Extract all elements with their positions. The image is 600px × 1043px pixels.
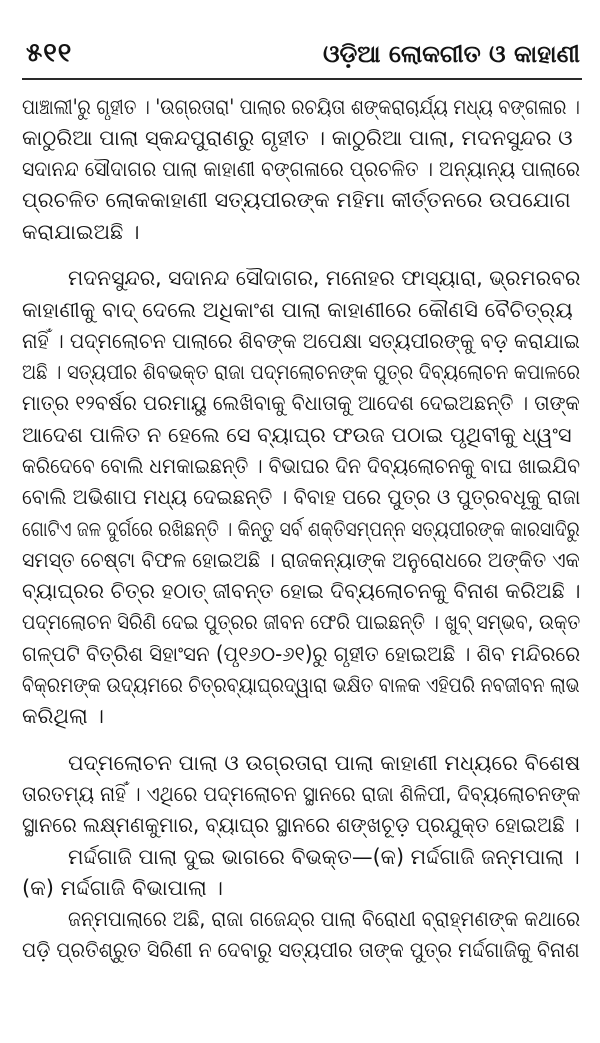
text-line: ପ୍ରଚଳିତ ଲୋକକାହାଣୀ ସତ୍ୟପୀରଙ୍କ ମହିମା କୀର୍ତ୍ତନରେ ଉପଯୋଗ	[22, 188, 571, 212]
text-line: ଆଦେଶ ପାଳିତ ନ ହେଲେ ସେ ବ୍ୟାଘ୍ର ଫଉଜ ପଠାଇ ପୃଥିବୀକୁ ଧ୍ୱଂସ	[22, 423, 572, 447]
text-line: ବିକ୍ରମଙ୍କ ଉଦ୍ୟମରେ ଚିତ୍ରବ୍ୟାଘ୍ରଦ୍ୱାରା ଭକ୍ଷିତ ବାଳକ ଏହିପରି ନବଜୀବନ ଲାଭ	[22, 673, 580, 697]
text-line: ସଦାନନ୍ଦ ସୌଦାଗର ପାଲା କାହାଣୀ ବଙ୍ଗଳାରେ ପ୍ରଚଳିତ । ଅନ୍ୟାନ୍ୟ ପାଲାରେ	[22, 157, 581, 181]
text-line: କାଠୁରିଆ ପାଲା ସ୍କନ୍ଦପୁରାଣରୁ ଗୃହୀତ । କାଠୁରିଆ ପାଲା, ମଦନସୁନ୍ଦର ଓ	[22, 126, 573, 150]
text-line: କରିଥିଲା ।	[22, 704, 104, 728]
paragraph-start-line: ମଦନସୁନ୍ଦର, ସଦାନନ୍ଦ ସୌଦାଗର, ମନୋହର ଫାସ୍ୟାରା, ଭ୍ରମରବର	[68, 266, 581, 290]
text-line: ଗୋଟିଏ ଜଳ ଦୁର୍ଗରେ ରଖିଛନ୍ତି । କିନ୍ତୁ ସର୍ବ ଶକ୍ତିସମ୍ପନ୍ନ ସତ୍ୟପୀରଙ୍କ କାରସାଦିରୁ	[22, 517, 580, 541]
page-header	[0, 0, 600, 88]
paragraph-start-line: ପଦ୍ମଲୋଚନ ପାଲା ଓ ଉଗ୍ରତାରା ପାଲା କାହାଣୀ ମଧ୍ୟରେ ବିଶେଷ	[68, 751, 581, 775]
text-line: ବୋଲି ଅଭିଶାପ ମଧ୍ୟ ଦେଇଛନ୍ତି । ବିବାହ ପରେ ପୁତ୍ର ଓ ପୁତ୍ରବଧୂକୁ ରାଜା	[22, 485, 581, 509]
running-title: ଓଡ଼ିଆ ଲୋକଗୀତ ଓ କାହାଣୀ	[322, 40, 580, 68]
text-line: ପଦ୍ମଲୋଚନ ସିରିଣି ଦେଇ ପୁତ୍ରର ଜୀବନ ଫେରି ପାଇଛନ୍ତି । ଖୁବ୍ ସମ୍ଭବ, ଉକ୍ତ	[22, 610, 581, 634]
text-line: ବ୍ୟାଘ୍ରର ଚିତ୍ର ହଠାତ୍ ଜୀବନ୍ତ ହୋଇ ଦିବ୍ୟଲୋଚନକୁ ବିନାଶ କରିଅଛି ।	[22, 579, 581, 603]
text-line: ପଡ଼ି ପ୍ରତିଶ୍ରୁତ ସିରିଣୀ ନ ଦେବାରୁ ସତ୍ୟପୀର ତାଙ୍କ ପୁତ୍ର ମର୍ଦ୍ଦଗାଜିକୁ ବିନାଶ	[22, 938, 580, 962]
text-line: କରିଦେବେ ବୋଲି ଧମକାଇଛନ୍ତି । ବିଭାଘର ଦିନ ଦିବ୍ୟଲୋଚନକୁ ବାଘ ଖାଇଯିବ	[22, 454, 581, 478]
text-line: କାହାଣୀକୁ ବାଦ୍ ଦେଲେ ଅଧିକାଂଶ ପାଲା କାହାଣୀରେ କୌଣସି ବୈଚିତ୍ର୍ୟ	[22, 298, 573, 322]
text-line: ସମସ୍ତ ଚେଷ୍ଟା ବିଫଳ ହୋଇଅଛି । ରାଜକନ୍ୟାଙ୍କ ଅନୁରୋଧରେ ଅଙ୍କିତ ଏକ	[22, 548, 580, 572]
paragraph-start-line: ଜନ୍ମପାଲାରେ ଅଛି, ରାଜା ଗଜେନ୍ଦ୍ର ପାଲା ବିରୋଧୀ ବ୍ରାହ୍ମଣଙ୍କ କଥାରେ	[68, 907, 581, 931]
page-number: ୫୧୧	[26, 38, 73, 68]
text-line: କରାଯାଇଅଛି ।	[22, 220, 140, 244]
text-line: ଅଛି । ସତ୍ୟପୀର ଶିବଭକ୍ତ ରାଜା ପଦ୍ମଲୋଚନଙ୍କ ପୁତ୍ର ଦିବ୍ୟଲୋଚନ କପାଳରେ	[22, 360, 581, 384]
text-line: ସ୍ଥାନରେ ଲକ୍ଷ୍ମଣକୁମାର, ବ୍ୟାଘ୍ର ସ୍ଥାନରେ ଶଙ୍ଖଚୂଡ଼ ପ୍ରଯୁକ୍ତ ହୋଇଅଛି ।	[22, 813, 580, 837]
header-rule	[22, 78, 582, 80]
text-line: (କ) ମର୍ଦ୍ଦଗାଜି ବିଭାପାଲା ।	[22, 876, 223, 900]
text-line: ମାତ୍ର ୧୨ବର୍ଷର ପରମାୟୁ ଲେଖିବାକୁ ବିଧାତାକୁ ଆଦେଶ ଦେଇଅଛନ୍ତି । ତାଙ୍କ	[22, 391, 580, 415]
text-line: ଗଳ୍ପଟି ବିତ୍ରିଶ ସିହାଂସନ (ପୃ୧୬୦-୬୧)ରୁ ଗୃହୀତ ହୋଇଅଛି । ଶିବ ମନ୍ଦିରରେ	[22, 642, 581, 666]
text-line: ତାରତମ୍ୟ ନାହିଁ । ଏଥିରେ ପଦ୍ମଲୋଚନ ସ୍ଥାନରେ ରାଜା ଶିଳିପୀ, ଦିବ୍ୟଲୋଚନଙ୍କ	[22, 782, 581, 806]
text-line: ନାହିଁ । ପଦ୍ମଲୋଚନ ପାଲାରେ ଶିବଙ୍କ ଅପେକ୍ଷା ସତ୍ୟପୀରଙ୍କୁ ବଡ଼ କରାଯାଇ	[22, 329, 580, 353]
text-line: ପାଞ୍ଚାଲୀ'ରୁ ଗୃହୀତ । 'ଉଗ୍ରତାରା' ପାଲାର ରଚୟିତା ଶଙ୍କରାଚାର୍ଯ୍ୟ ମଧ୍ୟ ବଙ୍ଗଳାର ।	[22, 95, 580, 119]
paragraph-start-line: ମର୍ଦ୍ଦଗାଜି ପାଲା ଦୁଇ ଭାଗରେ ବିଭକ୍ତ—(କ) ମର୍ଦ୍ଦଗାଜି ଜନ୍ମପାଲା ।	[68, 845, 580, 869]
